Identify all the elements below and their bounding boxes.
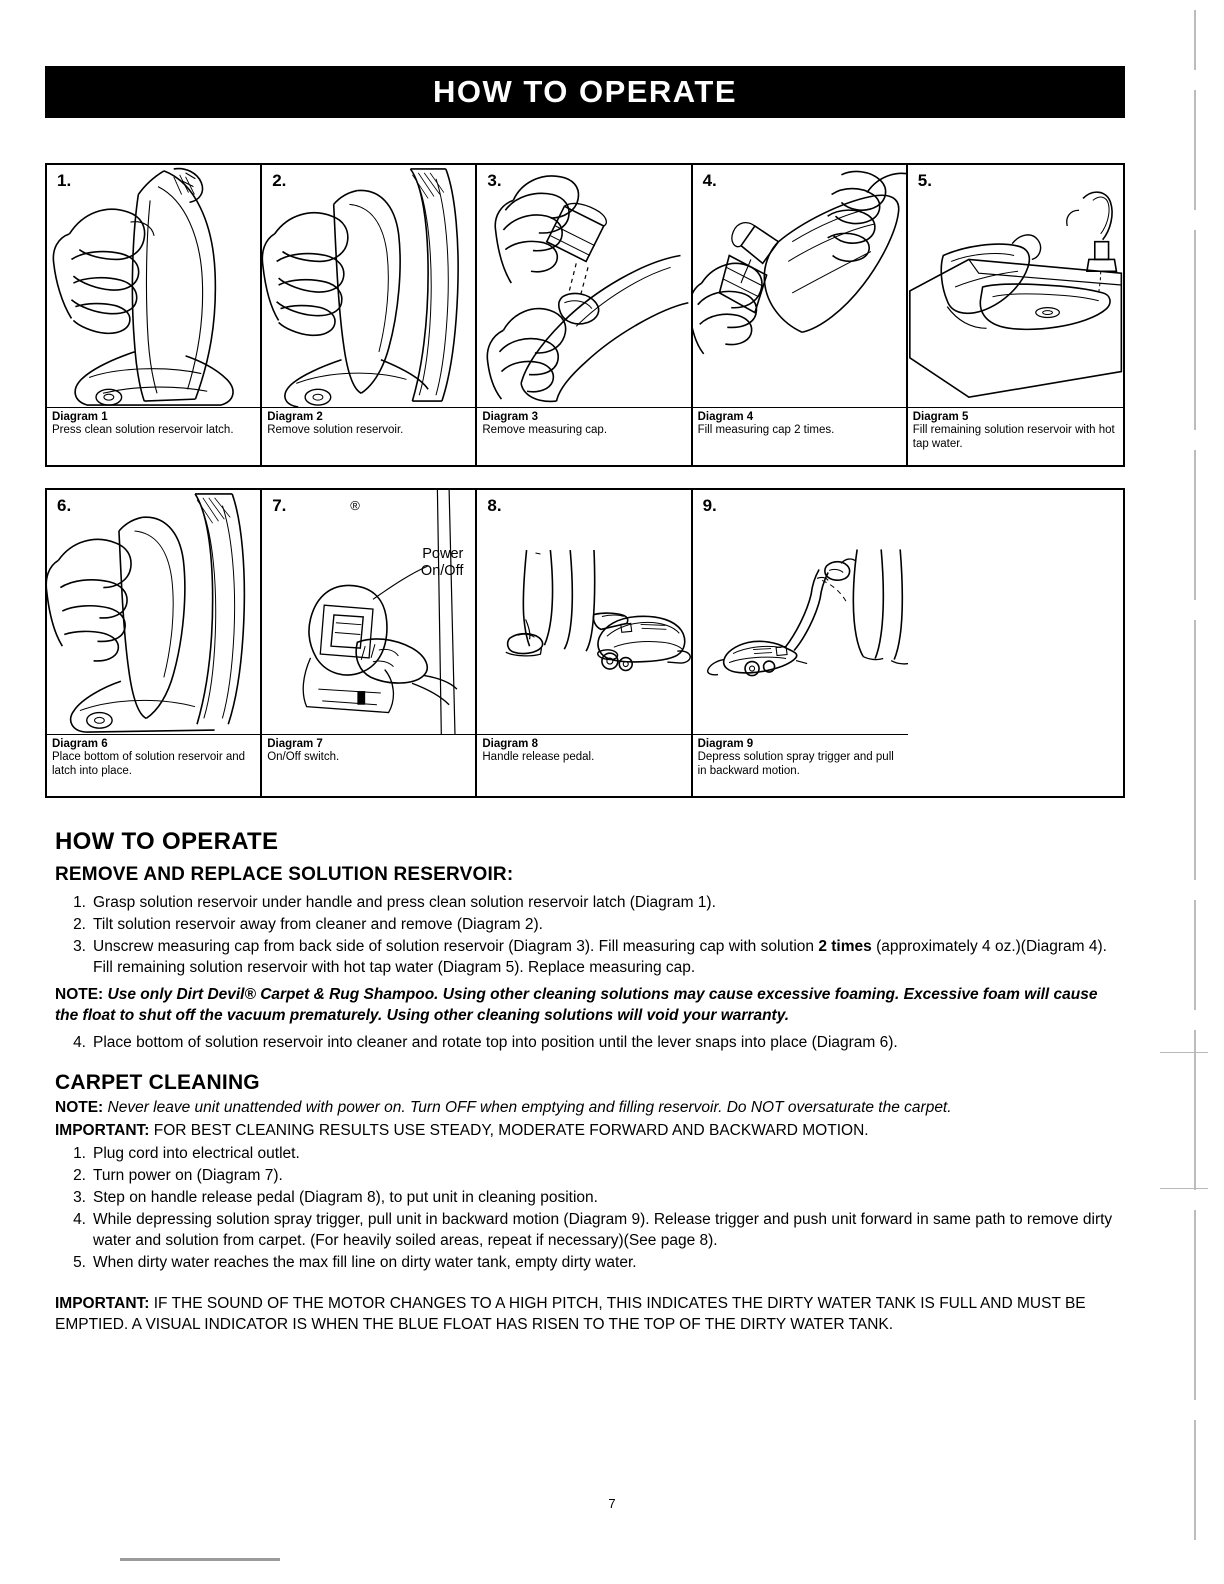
step-text: Step on handle release pedal (Diagram 8), to put unit in cleaning position. xyxy=(93,1189,598,1206)
step-number: 1. xyxy=(73,1145,86,1162)
diagram-caption-title-9: Diagram 9 xyxy=(697,738,754,750)
diagram-caption-text-7: On/Off switch. xyxy=(267,751,340,763)
diagram-caption-text-2: Remove solution reservoir. xyxy=(267,424,404,436)
diagram-number-8: 8. xyxy=(487,496,502,515)
diagram-caption-title-6: Diagram 6 xyxy=(52,738,108,750)
diagram-cell-2 xyxy=(262,165,477,465)
list-item xyxy=(55,914,1120,935)
step-text-part-a: Unscrew measuring cap from back side of solution reservoir (Diagram 3). Fill measuring cap with solution xyxy=(93,938,819,955)
list-item xyxy=(55,1187,1120,1208)
step-text-emphasis: 2 times xyxy=(818,938,872,955)
step-text: Turn power on (Diagram 7). xyxy=(93,1167,283,1184)
list-item xyxy=(55,1143,1120,1164)
page-header-banner xyxy=(45,66,1125,118)
scan-edge-marks xyxy=(1194,0,1196,1584)
diagram-caption-title-1: Diagram 1 xyxy=(52,411,108,423)
diagram-caption-text-3: Remove measuring cap. xyxy=(482,424,608,436)
diagram-illustration-3 xyxy=(477,165,690,407)
diagram-cell-9 xyxy=(693,490,908,796)
diagram-number-9: 9. xyxy=(702,496,717,515)
diagram-cell-8 xyxy=(477,490,692,796)
step-number: 2. xyxy=(73,1167,86,1184)
diagram-cell-4 xyxy=(693,165,908,465)
step-text-part-b: (approximately 4 oz.)(Diagram 4). Fill remaining solution reservoir with hot tap water (Diagram 5). Replace measuring cap. xyxy=(93,938,1107,976)
step-number: 3. xyxy=(73,1189,86,1206)
diagram-illustration-9 xyxy=(693,490,908,734)
diagram-caption-9 xyxy=(693,734,908,796)
step-text: Place bottom of solution reservoir into cleaner and rotate top into position until the lever snaps into place (Diagram 6). xyxy=(93,1034,898,1051)
diagram-caption-title-5: Diagram 5 xyxy=(912,411,969,423)
note-shampoo xyxy=(55,984,1120,1026)
diagram-caption-text-5: Fill remaining solution reservoir with hot tap water. xyxy=(912,424,1115,450)
diagram-cell-1 xyxy=(47,165,262,465)
list-item xyxy=(55,1032,1120,1053)
diagram-number-5: 5. xyxy=(917,171,932,190)
step-text: Plug cord into electrical outlet. xyxy=(93,1145,300,1162)
step-text: When dirty water reaches the max fill line on dirty water tank, empty dirty water. xyxy=(93,1254,637,1271)
step-text: Tilt solution reservoir away from cleaner and remove (Diagram 2). xyxy=(93,916,543,933)
list-item xyxy=(55,1165,1120,1186)
diagram-caption-title-2: Diagram 2 xyxy=(267,411,323,423)
subsection-title-remove-replace: REMOVE AND REPLACE SOLUTION RESERVOIR: xyxy=(55,864,514,885)
step-number: 5. xyxy=(73,1254,86,1271)
diagram-caption-6 xyxy=(47,734,260,796)
note-label: NOTE: xyxy=(55,986,104,1003)
scan-bottom-rule xyxy=(120,1558,280,1561)
note-unattended xyxy=(55,1097,1120,1118)
diagram-number-2: 2. xyxy=(272,171,287,190)
step-number: 2. xyxy=(73,916,86,933)
diagram-illustration-8 xyxy=(477,490,690,734)
note-text: Never leave unit unattended with power on. Turn OFF when emptying and filling reservoir. Do NOT oversaturate the carpet. xyxy=(107,1099,952,1116)
power-onoff-callout: Power On/Off xyxy=(420,546,464,579)
diagram-caption-text-6: Place bottom of solution reservoir and latch into place. xyxy=(52,751,246,777)
important-motor-pitch xyxy=(55,1293,1120,1335)
scan-tick xyxy=(1160,1188,1208,1189)
diagram-caption-title-7: Diagram 7 xyxy=(267,738,323,750)
steps-list-reservoir xyxy=(55,892,1120,978)
diagram-row-2 xyxy=(45,488,1125,798)
important-best-results xyxy=(55,1120,1120,1141)
diagram-caption-3 xyxy=(477,407,690,465)
diagram-caption-8 xyxy=(477,734,690,796)
diagram-number-6: 6. xyxy=(57,496,72,515)
diagram-number-7: 7. xyxy=(272,496,287,515)
diagram-number-4: 4. xyxy=(702,171,717,190)
diagram-caption-title-4: Diagram 4 xyxy=(697,411,754,423)
diagram-caption-7 xyxy=(262,734,475,796)
diagram-cell-7 xyxy=(262,490,477,796)
diagram-caption-title-3: Diagram 3 xyxy=(482,411,538,423)
list-item xyxy=(55,1252,1120,1273)
page-number: 7 xyxy=(608,1496,616,1511)
scan-tick xyxy=(1160,1052,1208,1053)
list-item xyxy=(55,892,1120,913)
steps-list-carpet xyxy=(55,1143,1120,1273)
important-text: IF THE SOUND OF THE MOTOR CHANGES TO A HIGH PITCH, THIS INDICATES THE DIRTY WATER TANK IS FULL AND MUST BE EMPTIED. A VISUAL INDICATOR IS WHEN THE BLUE FLOAT HAS RISEN TO THE TOP OF THE DIRTY WATER TANK. xyxy=(55,1295,1086,1333)
diagram-row-1 xyxy=(45,163,1125,467)
diagram-caption-4 xyxy=(693,407,906,465)
note-label: NOTE: xyxy=(55,1099,104,1116)
diagram-illustration-4 xyxy=(693,165,906,407)
diagram-caption-text-1: Press clean solution reservoir latch. xyxy=(52,424,234,436)
step-number: 1. xyxy=(73,894,86,911)
diagram-illustration-2 xyxy=(262,165,475,407)
step-number: 4. xyxy=(73,1034,86,1051)
note-text: Use only Dirt Devil® Carpet & Rug Shampoo. Using other cleaning solutions may cause excessive foaming. Excessive foam will cause the float to shut off the vacuum prematurely. Using other cleaning solutions will void your warranty. xyxy=(55,986,1098,1024)
step-text: Grasp solution reservoir under handle and press clean solution reservoir latch (Diagram 1). xyxy=(93,894,716,911)
steps-list-reservoir-cont xyxy=(55,1032,1120,1053)
step-number: 4. xyxy=(73,1211,86,1228)
subsection-title-carpet-cleaning: CARPET CLEANING xyxy=(55,1071,260,1094)
page-title: HOW TO OPERATE xyxy=(55,828,279,855)
diagram-illustration-7 xyxy=(262,490,475,734)
diagram-cell-5 xyxy=(908,165,1123,465)
diagram-cell-3 xyxy=(477,165,692,465)
diagram-number-3: 3. xyxy=(487,171,502,190)
diagram-illustration-6 xyxy=(47,490,260,734)
diagram-caption-5 xyxy=(908,407,1123,465)
important-text: FOR BEST CLEANING RESULTS USE STEADY, MODERATE FORWARD AND BACKWARD MOTION. xyxy=(153,1122,869,1139)
banner-title: HOW TO OPERATE xyxy=(432,74,738,109)
diagram-caption-title-8: Diagram 8 xyxy=(482,738,538,750)
list-item xyxy=(55,936,1120,978)
important-label: IMPORTANT: xyxy=(55,1295,150,1312)
diagram-cell-6 xyxy=(47,490,262,796)
diagram-caption-2 xyxy=(262,407,475,465)
list-item xyxy=(55,1209,1120,1251)
diagram-illustration-1 xyxy=(47,165,260,407)
important-label: IMPORTANT: xyxy=(55,1122,150,1139)
diagram-caption-text-9: Depress solution spray trigger and pull in backward motion. xyxy=(697,751,894,777)
diagram-caption-text-4: Fill measuring cap 2 times. xyxy=(697,424,835,436)
instructions-body xyxy=(55,828,1120,1351)
registered-trademark-icon: ® xyxy=(350,498,360,513)
diagram-number-1: 1. xyxy=(57,171,72,190)
diagram-caption-text-8: Handle release pedal. xyxy=(482,751,595,763)
diagram-illustration-5 xyxy=(908,165,1123,407)
diagram-caption-1 xyxy=(47,407,260,465)
step-text: While depressing solution spray trigger, pull unit in backward motion (Diagram 9). Release trigger and push unit forward in same path to remove dirty water and solution from carpet. (For heavily soiled areas, repeat if necessary)(See page 8). xyxy=(93,1211,1113,1249)
step-number: 3. xyxy=(73,938,86,955)
